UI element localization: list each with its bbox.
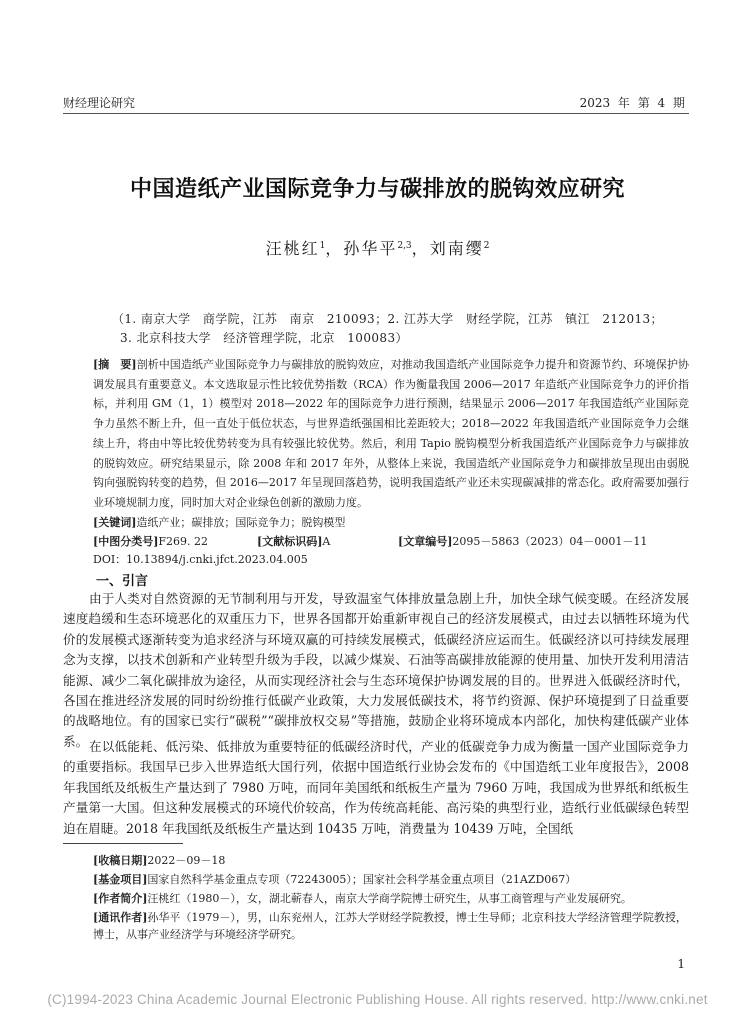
keywords-label: [关键词] [93, 516, 137, 529]
footnote-label: [作者简介] [93, 892, 148, 905]
issue-info: 2023 年 第 4 期 [579, 96, 685, 110]
keywords [93, 514, 345, 530]
footnote-author-bio [93, 890, 693, 907]
footnote-label: [通讯作者] [93, 911, 148, 924]
doc-code-value: A [322, 535, 331, 548]
author-name: 刘南缨 [429, 239, 484, 258]
author-name: 汪桃红 [265, 239, 320, 258]
body-paragraph: 在以低能耗、低污染、低排放为重要特征的低碳经济时代，产业的低碳竞争力成为衡量一国产业国际竞争力的重要指标。我国早已步入世界造纸大国行列，依据中国造纸行业协会发布的《中国造纸工业年度报告》，2008 年我国纸及纸板生产量达到了 7980 万吨，而同年美国纸和纸板生产量为 7960 万吨，我国成为世界纸和纸板生产量第一大国。但这种发展模式的环境代价较高，作为传统高耗能、高污染的典型行业，造纸行业低碳绿色转型迫在眉睫。2018 年我国纸及纸板生产量达到 10435 万吨，消费量为 10439 万吨，全国纸 [63, 739, 689, 836]
doc-code-label: [文献标识码] [257, 535, 323, 548]
footnote-label: [收稿日期] [93, 854, 148, 867]
abstract-label: [摘 要] [93, 358, 137, 371]
journal-name: 财经理论研究 [63, 96, 136, 110]
author-affiliation-mark: 1 [319, 241, 326, 251]
abstract [93, 355, 689, 513]
keywords-text: 造纸产业；碳排放；国际竞争力；脱钩模型 [136, 516, 346, 529]
author-affiliation-mark: 2 [483, 241, 490, 251]
affiliation-line: 3. 北京科技大学 经济管理学院，北京 100083） [120, 331, 408, 345]
affiliation-line: （1. 南京大学 商学院，江苏 南京 210093；2. 江苏大学 财经学院，江苏 镇江 212013； [112, 312, 663, 326]
author-list [0, 236, 755, 259]
footnote-label: [基金项目] [93, 873, 148, 886]
header-rule [63, 113, 689, 114]
footnote-text: 孙华平（1979－），男，山东兖州人，江苏大学财经学院教授，博士生导师；北京科技大学经济管理学院教授，博士，从事产业经济学与环境经济学研究。 [93, 911, 687, 941]
author-affiliation-mark: 2,3 [397, 241, 412, 251]
footnote-received [93, 852, 693, 869]
author-separator: ， [411, 239, 430, 258]
classification-article [398, 533, 647, 549]
clc-label: [中图分类号] [93, 535, 159, 548]
copyright-watermark: (C)1994-2023 China Academic Journal Electronic Publishing House. All rights reserved. http://www.cnki.net [47, 992, 708, 1007]
doi: DOI：10.13894/j.cnki.jfct.2023.04.005 [93, 553, 308, 566]
author-name: 孙华平 [343, 239, 398, 258]
section-heading: 一、引言 [96, 574, 149, 589]
body-paragraph: 由于人类对自然资源的无节制利用与开发，导致温室气体排放量急剧上升，加快全球气候变暖。在经济发展速度趋缓和生态环境恶化的双重压力下，世界各国都开始重新审视自己的经济发展模式，由过去以牺牲环境为代价的发展模式逐渐转变为追求经济与环境双赢的可持续发展模式，低碳经济应运而生。低碳经济以可持续发展理念为支撑，以技术创新和产业转型升级为手段，以减少煤炭、石油等高碳排放能源的使用量、加快开发利用清洁能源、减少二氧化碳排放为途径，从而实现经济社会与生态环境保护协调发展的目的。世界进入低碳经济时代，各国在推进经济发展的同时纷纷推行低碳产业政策，大力发展低碳技术，将节约资源、保护环境提到了日益重要的战略地位。有的国家已实行“碳税”“碳排放权交易”等措施，鼓励企业将环境成本内部化，加快构建低碳产业体系。 [63, 591, 689, 749]
page-number: 1 [677, 957, 685, 971]
footnote-text: 国家自然科学基金重点专项（72243005）；国家社会科学基金重点项目（21AZD067） [147, 873, 577, 886]
author-separator: ， [325, 239, 344, 258]
clc-value: F269. 22 [158, 535, 209, 548]
classification-doc [257, 533, 330, 549]
footnote-funding [93, 871, 693, 888]
abstract-text: 剖析中国造纸产业国际竞争力与碳排放的脱钩效应，对推动我国造纸产业国际竞争力提升和资源节约、环境保护协调发展具有重要意义。本文选取显示性比较优势指数（RCA）作为衡量我国 2006—2017 年造纸产业国际竞争力的评价指标，并利用 GM（1，1）模型对 2018—2022 年的国际竞争力进行预测，结果显示 2006—2017 年我国造纸产业国际竞争力虽然不断上升，但一直处于低位状态，与世界造纸强国相比差距较大；2018—2022 年我国造纸产业国际竞争力会继续上升，将由中等比较优势转变为具有较强比较优势。然后，利用 Tapio 脱钩模型分析我国造纸产业国际竞争力与碳排放的脱钩效应。研究结果显示，除 2008 年和 2017 年外，从整体上来说，我国造纸产业国际竞争力和碳排放呈现出由弱脱钩向强脱钩转变的趋势，但 2016—2017 年呈现回落趋势，说明我国造纸产业还未实现碳减排的常态化。政府需要加强行业环境规制力度，同时加大对企业绿色创新的激励力度。 [93, 358, 689, 509]
footnote-rule [63, 843, 183, 844]
classification-clc [93, 533, 208, 549]
footnote-text: 2022－09－18 [147, 854, 226, 867]
article-number-value: 2095－5863（2023）04－0001－11 [452, 535, 648, 548]
paper-title: 中国造纸产业国际竞争力与碳排放的脱钩效应研究 [129, 176, 625, 202]
footnote-text: 汪桃红（1980－），女，湖北蕲春人，南京大学商学院博士研究生，从事工商管理与产业发展研究。 [147, 892, 632, 905]
article-number-label: [文章编号] [398, 535, 453, 548]
footnote-corresponding [93, 909, 689, 943]
